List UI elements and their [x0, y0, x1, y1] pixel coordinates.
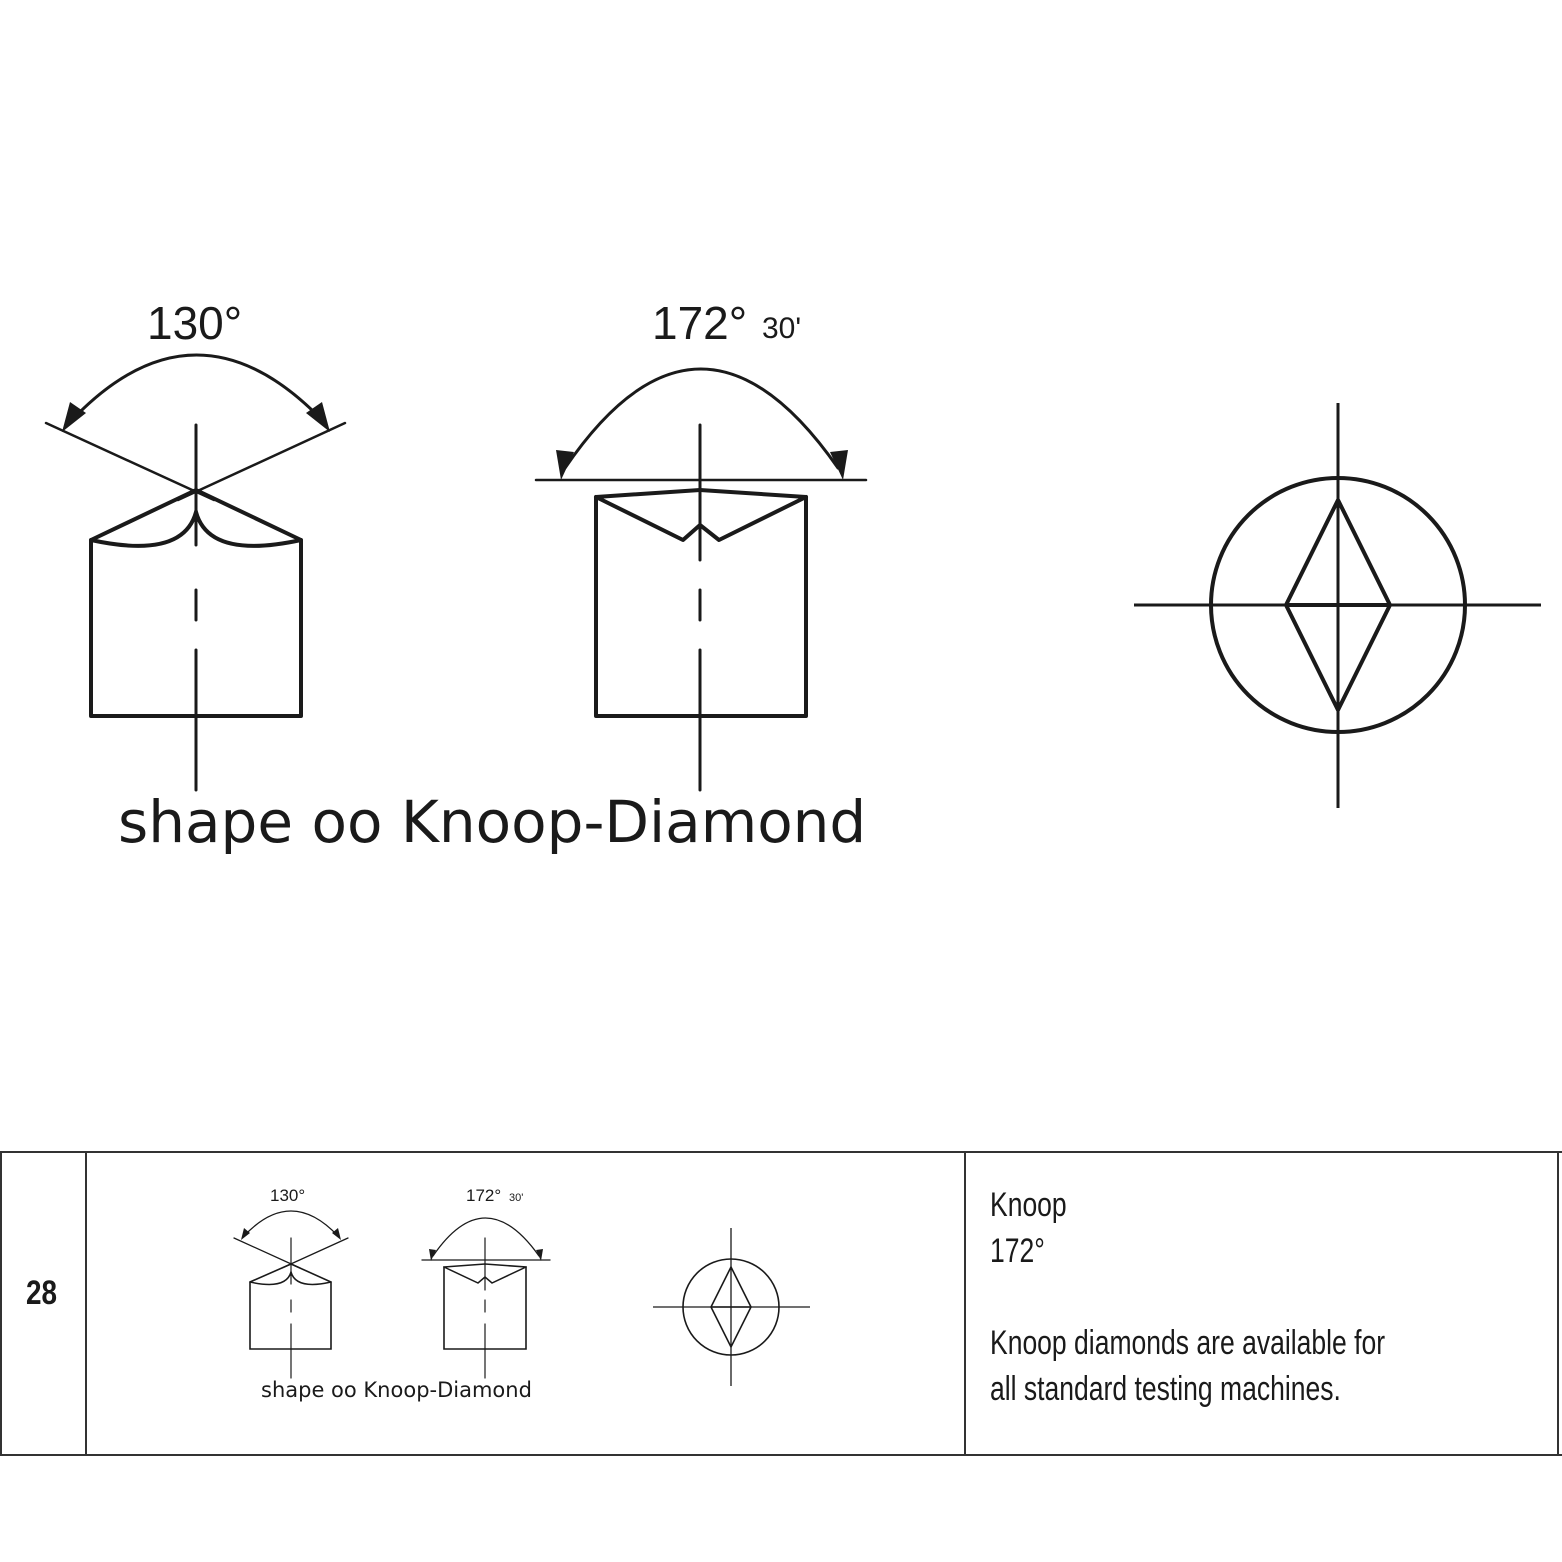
indenter-title: Knoop	[990, 1186, 1067, 1224]
knoop-top-view-small	[653, 1228, 810, 1386]
angle-label-172: 172°	[652, 297, 748, 349]
indenter-info	[990, 1182, 1385, 1412]
indenter-130-drawing	[46, 355, 345, 790]
knoop-top-view-drawing	[1134, 403, 1541, 808]
indenter-130-small	[234, 1211, 348, 1378]
description-line-2: all standard testing machines.	[990, 1370, 1341, 1408]
small-angle-label-130: 130°	[270, 1186, 306, 1205]
spacer	[990, 1274, 1385, 1320]
small-angle-label-30-minutes: 30'	[509, 1192, 524, 1204]
angle-label-30-minutes: 30'	[762, 312, 802, 345]
angle-label-130: 130°	[147, 297, 243, 349]
small-angle-label-172: 172°	[466, 1186, 502, 1205]
description-line-1: Knoop diamonds are available for	[990, 1324, 1386, 1362]
indenter-172-small	[422, 1218, 550, 1378]
diagram-caption: shape oo Knoop-Diamond	[118, 788, 867, 856]
small-diagram-caption: shape oo Knoop-Diamond	[261, 1378, 532, 1402]
indenter-angle: 172°	[990, 1232, 1045, 1270]
indenter-172-drawing	[536, 369, 866, 790]
row-number: 28	[26, 1274, 58, 1312]
